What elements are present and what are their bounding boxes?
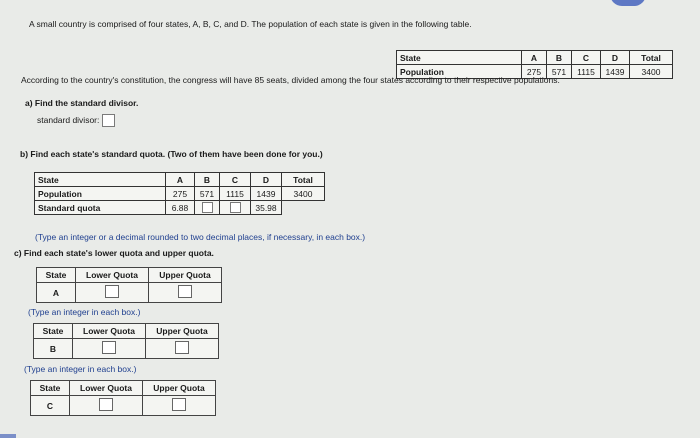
sq-empty-cell: [282, 201, 325, 215]
constitution-text: According to the country's constitution, the congress will have 85 seats, divided among the four states according to their respective populations.: [21, 75, 560, 85]
part-b-prompt: b) Find each state's standard quota. (Two of them have been done for you.): [20, 149, 323, 159]
sq-total-header: Total: [282, 173, 325, 187]
qc-state-header: State: [31, 381, 70, 396]
qc-upper-header: Upper Quota: [143, 381, 216, 396]
sq-population-c: 1115: [220, 187, 251, 201]
qc-lower-header: Lower Quota: [70, 381, 143, 396]
sq-quota-header: Standard quota: [35, 201, 166, 215]
qa-lower-cell: [76, 283, 149, 303]
upper-quota-c-input[interactable]: [172, 398, 186, 411]
state-a: A: [522, 51, 547, 65]
top-badge: [610, 0, 646, 6]
standard-divisor-row: [37, 114, 115, 127]
qb-lower-header: Lower Quota: [73, 324, 146, 339]
qa-state: A: [37, 283, 76, 303]
sq-state-d: D: [251, 173, 282, 187]
qa-upper-cell: [149, 283, 222, 303]
part-c-note-a: (Type an integer in each box.): [28, 307, 141, 317]
state-b: B: [547, 51, 572, 65]
total-header: Total: [630, 51, 673, 65]
sq-population-b: 571: [195, 187, 220, 201]
sq-quota-b-cell: [195, 201, 220, 215]
qa-state-header: State: [37, 268, 76, 283]
part-c-note-b: (Type an integer in each box.): [24, 364, 137, 374]
upper-quota-b-input[interactable]: [175, 341, 189, 354]
footer-mark: [0, 434, 16, 438]
qa-lower-header: Lower Quota: [76, 268, 149, 283]
qc-lower-cell: [70, 396, 143, 416]
population-c: 1115: [572, 65, 601, 79]
lower-quota-a-input[interactable]: [105, 285, 119, 298]
sq-state-header: State: [35, 173, 166, 187]
state-d: D: [601, 51, 630, 65]
population-header: Population: [397, 65, 522, 79]
quota-c-input[interactable]: [230, 202, 241, 213]
sq-quota-d: 35.98: [251, 201, 282, 215]
state-c: C: [572, 51, 601, 65]
population-d: 1439: [601, 65, 630, 79]
sq-quota-a: 6.88: [166, 201, 195, 215]
qb-state-header: State: [34, 324, 73, 339]
sq-state-a: A: [166, 173, 195, 187]
standard-divisor-input[interactable]: [102, 114, 115, 127]
lower-quota-c-input[interactable]: [99, 398, 113, 411]
qb-lower-cell: [73, 339, 146, 359]
part-c-prompt: c) Find each state's lower quota and upper quota.: [14, 248, 214, 258]
standard-divisor-label: standard divisor:: [37, 114, 100, 125]
quota-b-input[interactable]: [202, 202, 213, 213]
qc-state: C: [31, 396, 70, 416]
population-a: 275: [522, 65, 547, 79]
population-b: 571: [547, 65, 572, 79]
lower-quota-b-input[interactable]: [102, 341, 116, 354]
quota-table-c: [30, 380, 216, 416]
standard-quota-table: [34, 172, 325, 215]
sq-population-a: 275: [166, 187, 195, 201]
sq-state-c: C: [220, 173, 251, 187]
part-a-prompt: a) Find the standard divisor.: [25, 98, 139, 108]
part-b-note: (Type an integer or a decimal rounded to two decimal places, if necessary, in each box.): [35, 232, 366, 242]
sq-state-b: B: [195, 173, 220, 187]
intro-text: A small country is comprised of four states, A, B, C, and D. The population of each state is given in the following table.: [29, 19, 472, 29]
qb-upper-header: Upper Quota: [146, 324, 219, 339]
sq-population-total: 3400: [282, 187, 325, 201]
upper-quota-a-input[interactable]: [178, 285, 192, 298]
sq-population-d: 1439: [251, 187, 282, 201]
sq-quota-c-cell: [220, 201, 251, 215]
sq-population-header: Population: [35, 187, 166, 201]
qb-state: B: [34, 339, 73, 359]
qa-upper-header: Upper Quota: [149, 268, 222, 283]
quota-table-a: [36, 267, 222, 303]
qb-upper-cell: [146, 339, 219, 359]
state-header: State: [397, 51, 522, 65]
population-total: 3400: [630, 65, 673, 79]
quota-table-b: [33, 323, 219, 359]
qc-upper-cell: [143, 396, 216, 416]
